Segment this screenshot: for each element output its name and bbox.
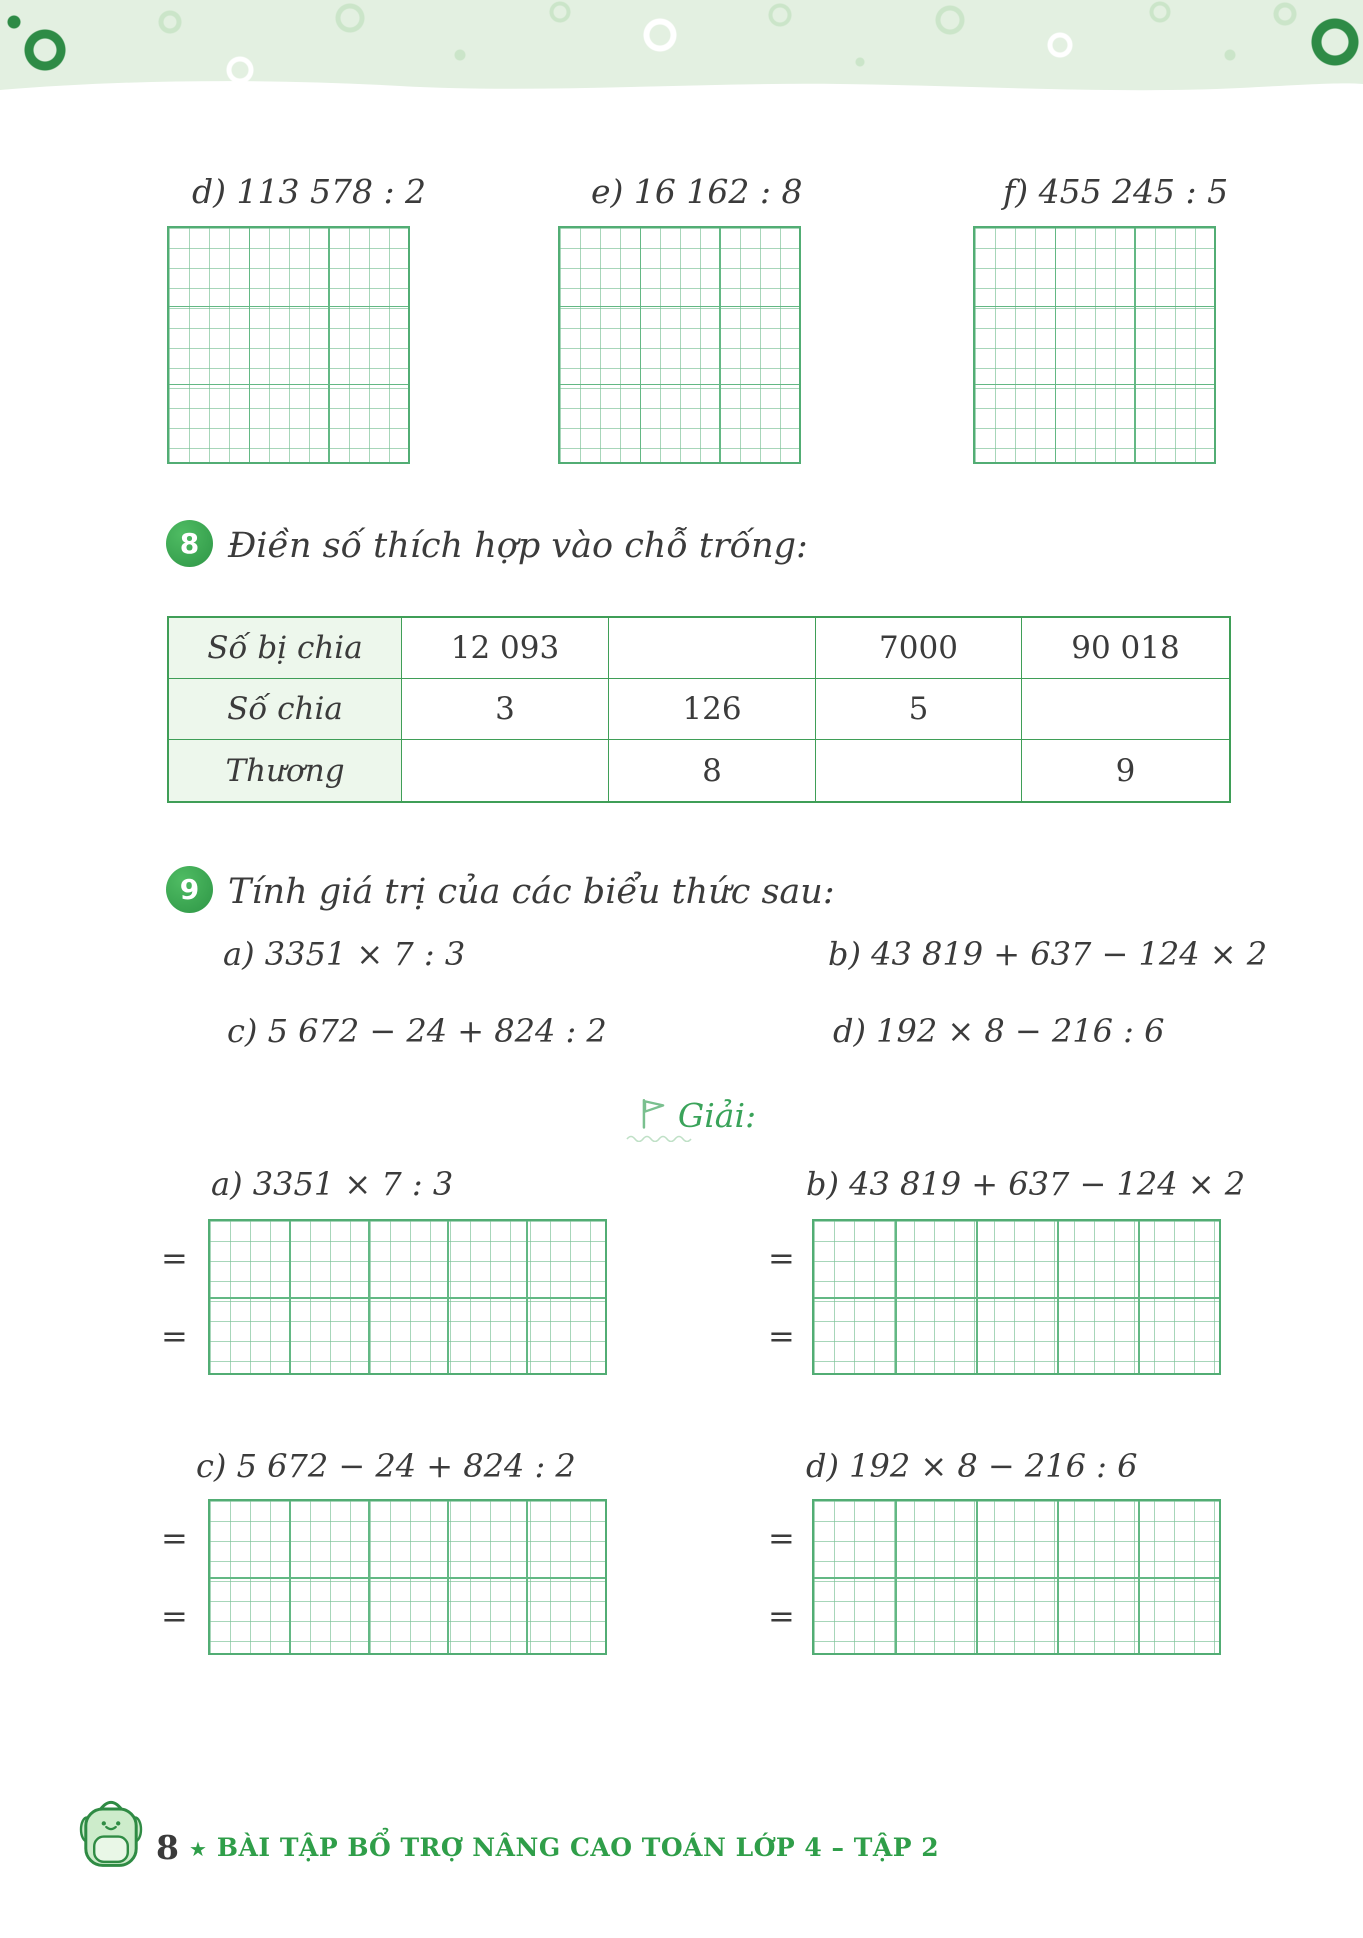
page-number: 8 xyxy=(156,1828,179,1867)
exercise-9-title: Tính giá trị của các biểu thức sau: xyxy=(228,872,835,912)
table-cell-blank[interactable] xyxy=(1022,679,1229,740)
solution-workgrid-c[interactable] xyxy=(208,1499,607,1655)
division-workgrid-d[interactable] xyxy=(167,226,410,464)
solution-workgrid-b[interactable] xyxy=(812,1219,1221,1375)
table-cell: 3 xyxy=(402,679,609,740)
table-row-header-dividend: Số bị chia xyxy=(169,618,402,679)
equals-sign: = xyxy=(768,1317,795,1355)
solution-heading-row xyxy=(167,1096,1227,1135)
expression-d: d) 192 × 8 − 216 : 6 xyxy=(833,1012,1165,1050)
division-workgrid-e[interactable] xyxy=(558,226,801,464)
table-cell: 5 xyxy=(816,679,1022,740)
table-cell: 7000 xyxy=(816,618,1022,679)
star-icon: ★ xyxy=(188,1836,207,1861)
table-cell-blank[interactable] xyxy=(816,740,1022,801)
exercise-8-title: Điền số thích hợp vào chỗ trống: xyxy=(228,526,808,566)
expression-b: b) 43 819 + 637 − 124 × 2 xyxy=(828,935,1268,973)
solution-label-b: b) 43 819 + 637 − 124 × 2 xyxy=(806,1165,1246,1203)
table-cell-blank[interactable] xyxy=(609,618,816,679)
table-row-header-quotient: Thương xyxy=(169,740,402,801)
division-problem-f-label: f) 455 245 : 5 xyxy=(1003,172,1229,211)
equals-sign: = xyxy=(161,1317,188,1355)
flag-icon xyxy=(638,1098,668,1136)
table-cell: 9 xyxy=(1115,752,1136,789)
table-cell: 90 018 xyxy=(1022,618,1229,679)
decorative-header-band xyxy=(0,0,1363,105)
expression-c: c) 5 672 − 24 + 824 : 2 xyxy=(227,1012,607,1050)
equals-sign: = xyxy=(768,1597,795,1635)
squiggle-underline xyxy=(626,1134,696,1142)
exercise-9-badge: 9 xyxy=(166,866,213,913)
exercise-8-badge: 8 xyxy=(166,520,213,567)
backpack-icon xyxy=(75,1793,147,1877)
solution-heading: Giải: xyxy=(677,1096,757,1135)
table-cell: 8 xyxy=(609,740,816,801)
book-title: BÀI TẬP BỔ TRỢ NÂNG CAO TOÁN LỚP 4 – TẬP 2 xyxy=(216,1833,940,1862)
division-table xyxy=(167,616,1231,803)
equals-sign: = xyxy=(161,1597,188,1635)
solution-workgrid-d[interactable] xyxy=(812,1499,1221,1655)
equals-sign: = xyxy=(768,1239,795,1277)
solution-label-d: d) 192 × 8 − 216 : 6 xyxy=(806,1447,1138,1485)
solution-label-c: c) 5 672 − 24 + 824 : 2 xyxy=(196,1447,576,1485)
equals-sign: = xyxy=(161,1239,188,1277)
division-workgrid-f[interactable] xyxy=(973,226,1216,464)
solution-label-a: a) 3351 × 7 : 3 xyxy=(211,1165,454,1203)
division-problem-e-label: e) 16 162 : 8 xyxy=(591,172,803,211)
equals-sign: = xyxy=(161,1519,188,1557)
table-cell-blank[interactable] xyxy=(402,740,609,801)
division-problem-d-label: d) 113 578 : 2 xyxy=(192,172,427,211)
equals-sign: = xyxy=(768,1519,795,1557)
solution-workgrid-a[interactable] xyxy=(208,1219,607,1375)
table-cell: 126 xyxy=(609,679,816,740)
band-wave-edge xyxy=(0,76,1363,106)
footer xyxy=(156,1828,939,1867)
expression-a: a) 3351 × 7 : 3 xyxy=(223,935,466,973)
table-cell: 12 093 xyxy=(402,618,609,679)
table-row-header-divisor: Số chia xyxy=(169,679,402,740)
